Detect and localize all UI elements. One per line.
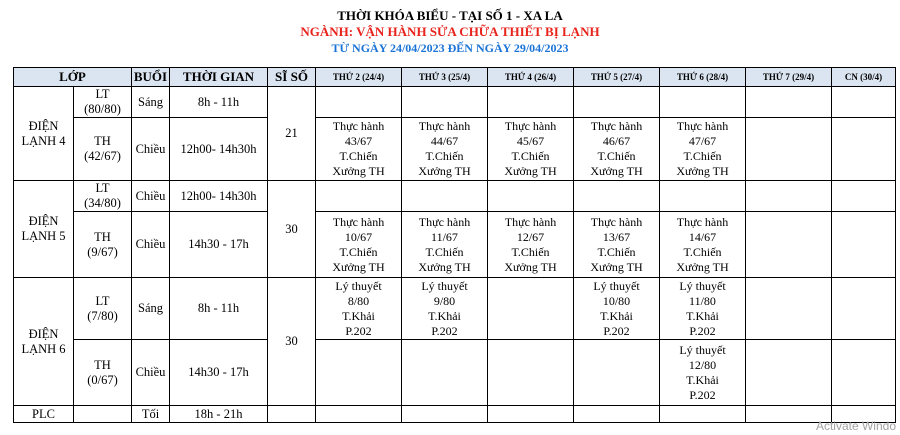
empty-slot (574, 87, 660, 118)
empty-slot (574, 181, 660, 212)
lesson-line: 43/67 (344, 134, 373, 148)
lesson-line: P.202 (431, 323, 458, 338)
lesson-line: Thực hành (590, 119, 643, 133)
lesson-line: 45/67 (516, 134, 545, 148)
empty-slot (832, 340, 896, 406)
empty-slot (316, 181, 402, 212)
activation-watermark: Activate Windo (815, 419, 896, 433)
empty-slot (488, 87, 574, 118)
lesson-cell (660, 340, 746, 406)
lesson-cell (574, 212, 660, 278)
lesson-line: Lý thuyết (679, 342, 726, 357)
lesson-line: Thực hành (332, 119, 385, 133)
class-size-cell: 30 (268, 278, 316, 406)
lesson-line: Xưởng TH (504, 259, 557, 274)
lesson-line: P.202 (689, 323, 716, 338)
time-cell: 12h00- 14h30h (170, 118, 268, 181)
lesson-line: T.Chiến (597, 244, 636, 259)
lesson-line: Xưởng TH (590, 164, 643, 178)
class-size-cell: 21 (268, 87, 316, 181)
subclass-cell (74, 181, 132, 212)
subclass-count: (9/67) (87, 244, 118, 259)
header-session: BUỔI (132, 68, 170, 87)
lesson-cell (402, 118, 488, 181)
schedule-row (14, 278, 896, 340)
empty-slot (660, 406, 746, 423)
plc-time-cell: 18h - 21h (170, 406, 268, 423)
lesson-line: Xưởng TH (418, 259, 471, 274)
empty-slot (660, 181, 746, 212)
session-cell: Chiều (132, 212, 170, 278)
lesson-line: T.Chiến (511, 149, 550, 163)
lesson-line: 10/80 (602, 293, 631, 308)
lesson-line: Thực hành (418, 119, 471, 133)
schedule-row (14, 118, 896, 181)
plc-session-cell: Tối (132, 406, 170, 423)
subclass-cell (74, 87, 132, 118)
session-cell: Chiều (132, 118, 170, 181)
lesson-line: Thực hành (332, 214, 385, 229)
subclass-cell (74, 278, 132, 340)
empty-slot (832, 278, 896, 340)
lesson-line: T.Chiến (511, 244, 550, 259)
empty-slot (832, 87, 896, 118)
lesson-line: Thực hành (676, 119, 729, 133)
lesson-line: 47/67 (688, 134, 717, 148)
empty-slot (574, 406, 660, 423)
subclass-type: TH (94, 229, 111, 244)
time-cell: 8h - 11h (170, 87, 268, 118)
subclass-cell (74, 340, 132, 406)
header-size: SĨ SỐ (268, 68, 316, 87)
lesson-line: T.Chiến (339, 244, 378, 259)
lesson-cell (316, 212, 402, 278)
lesson-line: T.Chiến (425, 149, 464, 163)
empty-slot (316, 406, 402, 423)
lesson-line: 11/67 (431, 229, 458, 244)
schedule-header (0, 8, 900, 56)
lesson-cell (316, 278, 402, 340)
lesson-line: 46/67 (602, 134, 631, 148)
empty-slot (316, 87, 402, 118)
lesson-line: T.Chiến (683, 149, 722, 163)
header-class: LỚP (14, 68, 132, 87)
empty-slot (746, 212, 832, 278)
lesson-line: T.Chiến (425, 244, 464, 259)
lesson-line: Xưởng TH (676, 259, 729, 274)
empty-slot (832, 118, 896, 181)
schedule-row (14, 212, 896, 278)
timetable (13, 67, 896, 423)
lesson-line: P.202 (345, 323, 372, 338)
plc-subclass-cell (74, 406, 132, 423)
empty-slot (268, 406, 316, 423)
lesson-line: P.202 (603, 323, 630, 338)
lesson-cell (660, 278, 746, 340)
subclass-count: (0/67) (87, 372, 118, 387)
header-day: CN (30/4) (832, 68, 896, 87)
empty-slot (402, 181, 488, 212)
subclass-count: (34/80) (84, 196, 121, 210)
header-day: THỨ 5 (27/4) (574, 68, 660, 87)
lesson-cell (660, 118, 746, 181)
lesson-cell (316, 118, 402, 181)
header-time: THỜI GIAN (170, 68, 268, 87)
subclass-type: LT (95, 293, 110, 308)
empty-slot (660, 87, 746, 118)
empty-slot (402, 340, 488, 406)
subclass-cell (74, 118, 132, 181)
lesson-line: 9/80 (433, 293, 456, 308)
lesson-line: 10/67 (344, 229, 373, 244)
empty-slot (316, 340, 402, 406)
class-name-cell: ĐIỆN LẠNH 6 (14, 278, 74, 406)
plc-row (14, 406, 896, 423)
lesson-line: Thực hành (418, 214, 471, 229)
lesson-line: P.202 (689, 387, 716, 402)
empty-slot (746, 87, 832, 118)
subclass-count: (80/80) (84, 102, 121, 116)
subclass-cell (74, 212, 132, 278)
empty-slot (746, 118, 832, 181)
time-cell: 12h00- 14h30h (170, 181, 268, 212)
class-name-cell: ĐIỆN LẠNH 4 (14, 87, 74, 181)
lesson-line: T.Chiến (339, 149, 378, 163)
empty-slot (746, 278, 832, 340)
date-range: TỪ NGÀY 24/04/2023 ĐẾN NGÀY 29/04/2023 (331, 41, 569, 55)
lesson-line: T.Chiến (683, 244, 722, 259)
header-day: THỨ 6 (28/4) (660, 68, 746, 87)
subclass-type: TH (94, 357, 111, 372)
lesson-cell (574, 118, 660, 181)
header-day: THỨ 7 (29/4) (746, 68, 832, 87)
lesson-line: T.Khải (428, 308, 461, 323)
header-row (14, 68, 896, 87)
header-day: THỨ 2 (24/4) (316, 68, 402, 87)
empty-slot (402, 87, 488, 118)
subclass-type: LT (95, 181, 110, 195)
major-title: NGÀNH: VẬN HÀNH SỬA CHỮA THIẾT BỊ LẠNH (300, 24, 600, 39)
lesson-line: Xưởng TH (332, 259, 385, 274)
lesson-line: 44/67 (430, 134, 459, 148)
schedule-row (14, 181, 896, 212)
lesson-line: 8/80 (347, 293, 370, 308)
plc-name-cell: PLC (14, 406, 74, 423)
lesson-line: Xưởng TH (504, 164, 557, 178)
class-size-cell: 30 (268, 181, 316, 278)
lesson-line: Lý thuyết (421, 278, 468, 293)
schedule-title: THỜI KHÓA BIỂU - TẠI SỐ 1 - XA LA (337, 8, 563, 23)
lesson-line: Xưởng TH (332, 164, 385, 178)
time-cell: 14h30 - 17h (170, 340, 268, 406)
lesson-line: T.Khải (600, 308, 633, 323)
time-cell: 14h30 - 17h (170, 212, 268, 278)
lesson-cell (574, 278, 660, 340)
session-cell: Sáng (132, 87, 170, 118)
lesson-line: Thực hành (504, 214, 557, 229)
lesson-line: 13/67 (602, 229, 631, 244)
lesson-line: Lý thuyết (593, 278, 640, 293)
header-day: THỨ 3 (25/4) (402, 68, 488, 87)
lesson-line: Xưởng TH (418, 164, 471, 178)
lesson-line: 12/80 (688, 357, 717, 372)
session-cell: Chiều (132, 181, 170, 212)
header-day: THỨ 4 (26/4) (488, 68, 574, 87)
subclass-type: LT (95, 87, 110, 101)
lesson-line: T.Khải (686, 308, 719, 323)
time-cell: 8h - 11h (170, 278, 268, 340)
lesson-line: 14/67 (688, 229, 717, 244)
subclass-count: (42/67) (84, 149, 121, 163)
lesson-cell (488, 118, 574, 181)
lesson-cell (660, 212, 746, 278)
lesson-line: Xưởng TH (676, 164, 729, 178)
lesson-cell (488, 212, 574, 278)
lesson-cell (402, 212, 488, 278)
empty-slot (488, 278, 574, 340)
lesson-line: T.Khải (342, 308, 375, 323)
lesson-line: 12/67 (516, 229, 545, 244)
session-cell: Chiều (132, 340, 170, 406)
class-name-cell: ĐIỆN LẠNH 5 (14, 181, 74, 278)
lesson-line: Xưởng TH (590, 259, 643, 274)
session-cell: Sáng (132, 278, 170, 340)
empty-slot (832, 181, 896, 212)
empty-slot (488, 340, 574, 406)
schedule-row (14, 87, 896, 118)
lesson-line: Thực hành (676, 214, 729, 229)
empty-slot (574, 340, 660, 406)
empty-slot (832, 212, 896, 278)
empty-slot (402, 406, 488, 423)
empty-slot (488, 406, 574, 423)
lesson-line: T.Khải (686, 372, 719, 387)
empty-slot (746, 340, 832, 406)
subclass-type: TH (94, 134, 111, 148)
lesson-line: Thực hành (590, 214, 643, 229)
lesson-line: Lý thuyết (335, 278, 382, 293)
lesson-line: T.Chiến (597, 149, 636, 163)
lesson-line: Lý thuyết (679, 278, 726, 293)
lesson-cell (402, 278, 488, 340)
lesson-line: Thực hành (504, 119, 557, 133)
empty-slot (746, 181, 832, 212)
schedule-row (14, 340, 896, 406)
subclass-count: (7/80) (87, 308, 118, 323)
lesson-line: 11/80 (689, 293, 716, 308)
empty-slot (488, 181, 574, 212)
